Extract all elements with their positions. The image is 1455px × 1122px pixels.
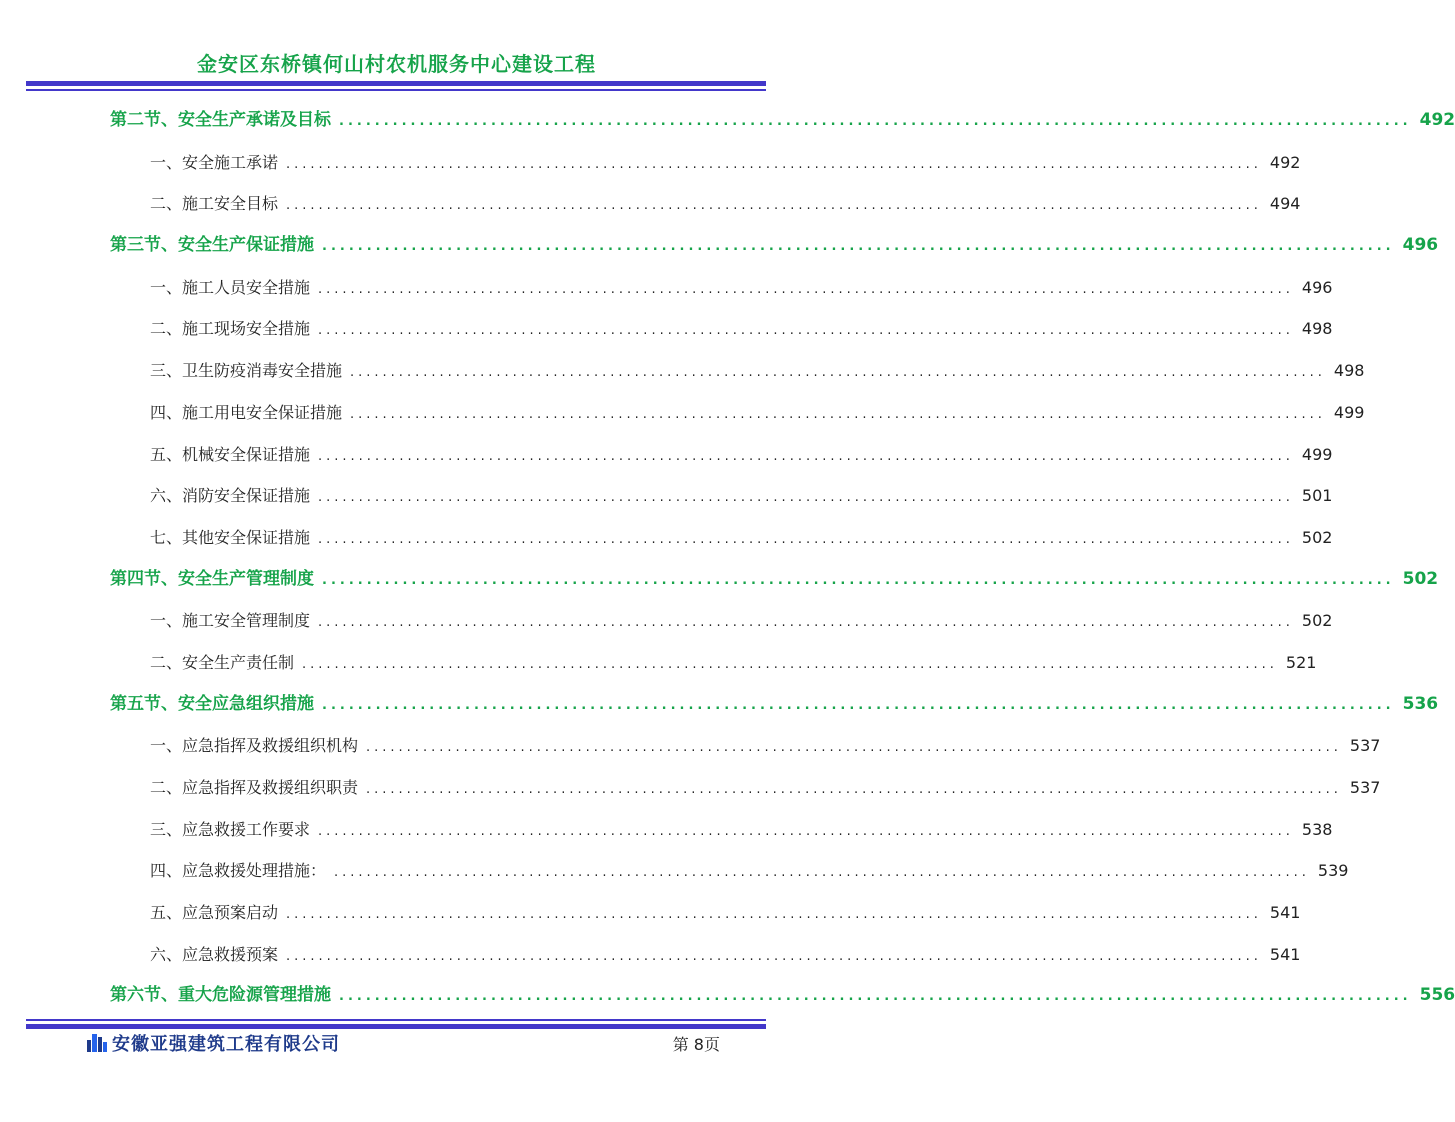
- toc-entry-page: 501: [1301, 486, 1333, 506]
- toc-section-entry[interactable]: [110, 684, 1439, 726]
- toc-leader-dots: ........................................................................................................................: [322, 697, 1395, 713]
- toc-entry-label: 七、其他安全保证措施: [150, 527, 311, 547]
- toc-subsection-entry[interactable]: [110, 350, 1365, 392]
- table-of-contents: [110, 100, 1455, 1017]
- toc-entry-page: 492: [1269, 152, 1301, 172]
- toc-entry-label: 第二节、安全生产承诺及目标: [110, 110, 331, 130]
- toc-subsection-entry[interactable]: [110, 642, 1317, 684]
- toc-subsection-entry[interactable]: [110, 600, 1333, 642]
- toc-leader-dots: ........................................................................................................................: [366, 740, 1342, 756]
- toc-entry-page: 494: [1269, 194, 1301, 214]
- toc-entry-label: 二、安全生产责任制: [150, 652, 295, 672]
- toc-entry-page: 538: [1301, 819, 1333, 839]
- toc-leader-dots: ........................................................................................................................: [318, 615, 1294, 631]
- toc-entry-label: 五、机械安全保证措施: [150, 444, 311, 464]
- toc-entry-label: 六、消防安全保证措施: [150, 486, 311, 506]
- toc-leader-dots: ........................................................................................................................: [322, 239, 1395, 255]
- toc-leader-dots: ........................................................................................................................: [334, 865, 1310, 881]
- toc-section-entry[interactable]: [110, 559, 1439, 601]
- toc-subsection-entry[interactable]: [110, 142, 1301, 184]
- toc-entry-label: 一、安全施工承诺: [150, 152, 279, 172]
- toc-entry-page: 502: [1301, 611, 1333, 631]
- toc-leader-dots: ........................................................................................................................: [318, 448, 1294, 464]
- toc-entry-label: 五、应急预案启动: [150, 903, 279, 923]
- toc-section-entry[interactable]: [110, 225, 1439, 267]
- toc-entry-label: 二、施工安全目标: [150, 194, 279, 214]
- toc-leader-dots: ........................................................................................................................: [286, 156, 1262, 172]
- footer-rule-thin: [26, 1019, 766, 1021]
- toc-entry-page: 502: [1301, 527, 1333, 547]
- toc-entry-page: 541: [1269, 903, 1301, 923]
- toc-entry-page: 521: [1285, 652, 1317, 672]
- toc-subsection-entry[interactable]: [110, 850, 1349, 892]
- toc-entry-page: 496: [1402, 235, 1439, 256]
- toc-leader-dots: ........................................................................................................................: [350, 365, 1326, 381]
- toc-leader-dots: ........................................................................................................................: [366, 782, 1342, 797]
- toc-entry-page: 498: [1333, 361, 1365, 381]
- toc-leader-dots: ........................................................................................................................: [318, 823, 1294, 839]
- toc-entry-label: 第六节、重大危险源管理措施: [110, 985, 331, 1006]
- toc-entry-page: 541: [1269, 944, 1301, 964]
- toc-subsection-entry[interactable]: [110, 475, 1333, 517]
- toc-leader-dots: ........................................................................................................................: [318, 281, 1294, 297]
- toc-leader-dots: ........................................................................................................................: [350, 406, 1326, 422]
- toc-entry-page: 499: [1301, 444, 1333, 464]
- footer-rule-thick: [26, 1024, 766, 1029]
- building-logo-icon: [86, 1032, 108, 1056]
- toc-subsection-entry[interactable]: [110, 934, 1301, 976]
- toc-entry-page: 498: [1301, 319, 1333, 339]
- toc-entry-label: 一、施工安全管理制度: [150, 611, 311, 631]
- toc-subsection-entry[interactable]: [110, 767, 1381, 809]
- toc-leader-dots: ........................................................................................................................: [302, 656, 1278, 672]
- toc-entry-page: 499: [1333, 402, 1365, 422]
- toc-section-entry[interactable]: [110, 100, 1455, 142]
- toc-entry-page: 537: [1349, 778, 1381, 797]
- toc-leader-dots: ........................................................................................................................: [286, 948, 1262, 964]
- toc-subsection-entry[interactable]: [110, 892, 1301, 934]
- toc-subsection-entry[interactable]: [110, 267, 1333, 309]
- document-header-title: 金安区东桥镇何山村农机服务中心建设工程: [197, 52, 596, 76]
- toc-subsection-entry[interactable]: [110, 809, 1333, 851]
- toc-subsection-entry[interactable]: [110, 517, 1333, 559]
- toc-entry-page: 492: [1419, 110, 1455, 130]
- toc-leader-dots: ........................................................................................................................: [286, 907, 1262, 923]
- header-rule-thin: [26, 89, 766, 91]
- toc-subsection-entry[interactable]: [110, 183, 1301, 225]
- toc-leader-dots: ........................................................................................................................: [318, 531, 1294, 547]
- toc-entry-page: 537: [1349, 736, 1381, 756]
- toc-subsection-entry[interactable]: [110, 308, 1333, 350]
- toc-entry-page: 536: [1402, 693, 1439, 714]
- toc-entry-page: 496: [1301, 277, 1333, 297]
- toc-leader-dots: ........................................................................................................................: [322, 572, 1395, 588]
- header-rule-thick: [26, 81, 766, 86]
- toc-entry-label: 三、应急救援工作要求: [150, 819, 311, 839]
- toc-entry-page: 556: [1419, 985, 1455, 1006]
- page-number: 第 8页: [672, 1035, 720, 1054]
- toc-section-entry[interactable]: [110, 975, 1455, 1017]
- toc-entry-label: 二、施工现场安全措施: [150, 319, 311, 339]
- toc-leader-dots: ........................................................................................................................: [318, 490, 1294, 506]
- toc-subsection-entry[interactable]: [110, 725, 1381, 767]
- page-footer: [86, 1030, 720, 1056]
- toc-entry-label: 第三节、安全生产保证措施: [110, 235, 314, 256]
- toc-leader-dots: ........................................................................................................................: [286, 198, 1262, 214]
- toc-entry-label: 六、应急救援预案: [150, 944, 279, 964]
- toc-subsection-entry[interactable]: [110, 434, 1333, 476]
- toc-entry-page: 502: [1402, 568, 1439, 589]
- toc-leader-dots: ........................................................................................................................: [339, 114, 1412, 129]
- toc-entry-label: 四、应急救援处理措施：: [150, 861, 327, 881]
- toc-entry-label: 二、应急指挥及救援组织职责: [150, 778, 359, 797]
- toc-entry-page: 539: [1317, 861, 1349, 881]
- company-name: 安徽亚强建筑工程有限公司: [112, 1034, 340, 1055]
- toc-entry-label: 第四节、安全生产管理制度: [110, 568, 314, 589]
- toc-entry-label: 四、施工用电安全保证措施: [150, 402, 343, 422]
- toc-entry-label: 一、施工人员安全措施: [150, 277, 311, 297]
- toc-entry-label: 三、卫生防疫消毒安全措施: [150, 361, 343, 381]
- toc-entry-label: 第五节、安全应急组织措施: [110, 693, 314, 714]
- toc-subsection-entry[interactable]: [110, 392, 1365, 434]
- toc-entry-label: 一、应急指挥及救援组织机构: [150, 736, 359, 756]
- toc-leader-dots: ........................................................................................................................: [339, 989, 1412, 1005]
- toc-leader-dots: ........................................................................................................................: [318, 323, 1294, 339]
